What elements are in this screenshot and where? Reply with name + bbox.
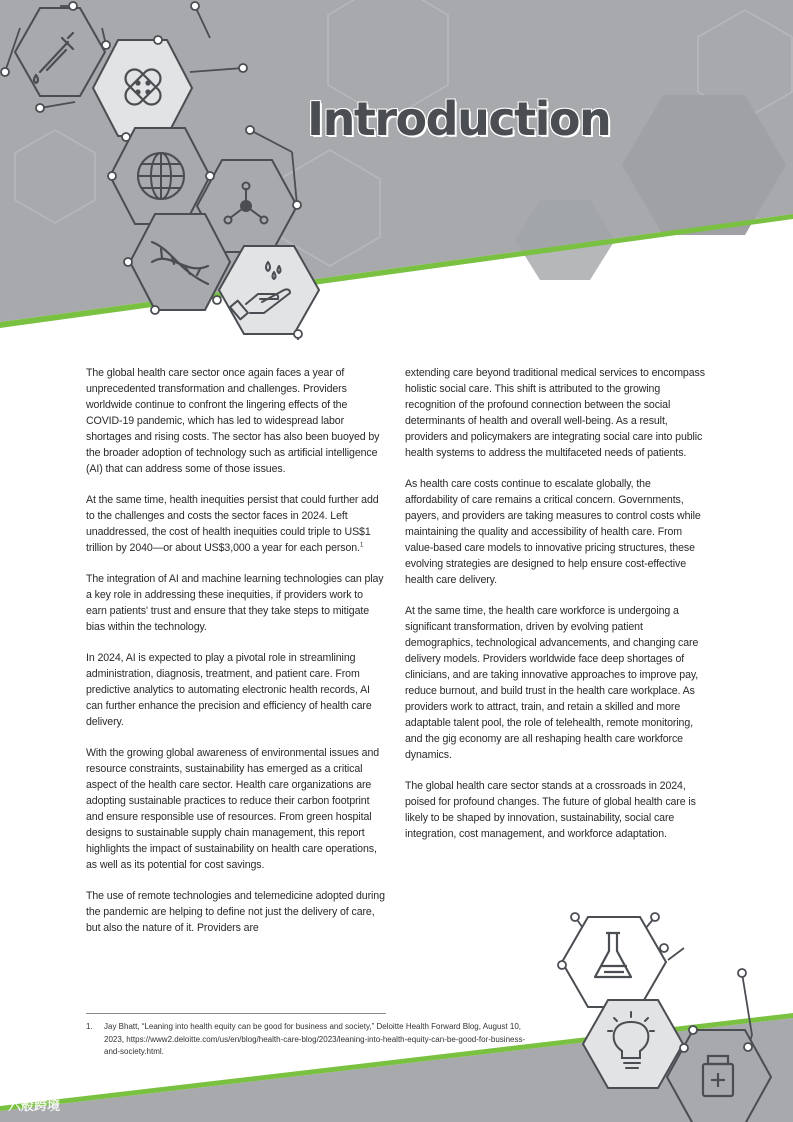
paragraph: The integration of AI and machine learning technologies can play a key role in addressing these inequities, if providers work to earn patients' trust and ensure that they take steps to mitigate bias within the technology. <box>86 573 384 633</box>
paragraph: The global health care sector stands at a crossroads in 2024, poised for profound changes. The future of global health care is likely to be shaped by innovation, sustainability, social care integration, cost management, and workforce adaptation. <box>405 780 696 840</box>
footnote-marker[interactable]: 1 <box>359 542 364 549</box>
paragraph: The use of remote technologies and telemedicine adopted during the pandemic are helping to define not just the delivery of care, but also the nature of it. Providers are <box>86 890 385 934</box>
page-title: Introduction <box>307 92 611 146</box>
hex-flask <box>562 917 666 1007</box>
paragraph <box>86 492 386 556</box>
paragraph: As health care costs continue to escalate globally, the affordability of care remains a critical concern. Governments, payers, and providers are taking measures to control costs while maintaining the quality and accessibility of health care. From value-based care models to innovative pricing structures, these evolving strategies are designed to help ensure cost-effective health care delivery. <box>405 478 701 586</box>
paragraph: In 2024, AI is expected to play a pivotal role in streamlining administration, diagnosis, treatment, and patient care. From predictive analytics to automating electronic health records, AI can further enhance the precision and efficiency of health care delivery. <box>86 652 372 728</box>
paragraph: At the same time, the health care workforce is undergoing a significant transformation, driven by evolving patient demographics, technological advancements, and changing care delivery models. Providers worldwide face deep shortages of clinicians, and are taking innovative approaches to improve pay, reduce burnout, and build trust in the health care workplace. As providers work to attract, train, and retain a skilled and more adaptable talent pool, the role of telehealth, remote monitoring, and the gig economy are all reshaping health care workforce dynamics. <box>405 605 699 761</box>
paragraph: The global health care sector once again faces a year of unprecedented transformation and challenges. Providers worldwide continue to confront the lingering effects of the COVID-19 pandemic, which has led to widespread labor shortages and rising costs. The sector has also been buoyed by the broader adoption of technology such as artificial intelligence (AI) that can address some of those issues. <box>86 367 380 475</box>
right-column <box>405 365 705 857</box>
watermark: 六般跨境 <box>8 1098 61 1113</box>
globe-icon <box>138 153 184 199</box>
paragraph: With the growing global awareness of environmental issues and resource constraints, sustainability has emerged as a critical aspect of the health care sector. Health care organizations are adopting sustainable practices to reduce their carbon footprint and ensure responsible use of resources. From green hospital designs to sustainable supply chain management, this report highlights the impact of sustainability on health care operations, as well as its potential for cost savings. <box>86 747 380 871</box>
paragraph: extending care beyond traditional medical services to encompass holistic social care. This shift is attributed to the growing recognition of the profound connection between the social determinants of health and overall well-being. As a result, providers and policymakers are integrating social care into public health systems to address the multifaceted needs of patients. <box>405 367 705 459</box>
left-column <box>86 365 386 951</box>
paragraph-text: At the same time, health inequities persist that could further add to the challenges and costs the sector faces in 2024. Left unaddressed, the cost of health inequities could triple to US$1 trillion by 2040—or about US$3,000 a year for each person. <box>86 494 379 554</box>
footnote-divider <box>86 1013 386 1014</box>
footnote-text: Jay Bhatt, “Leaning into health equity can be good for business and society,” Deloitte Health Forward Blog, August 10, 2023, https://www2.deloitte.com/us/en/blog/health-care-blog/2023/leaning-into-health-equity-can-be-good-for-business-and-society.html. <box>104 1022 526 1056</box>
footnote <box>86 1021 526 1059</box>
footnote-number: 1. <box>86 1022 93 1031</box>
